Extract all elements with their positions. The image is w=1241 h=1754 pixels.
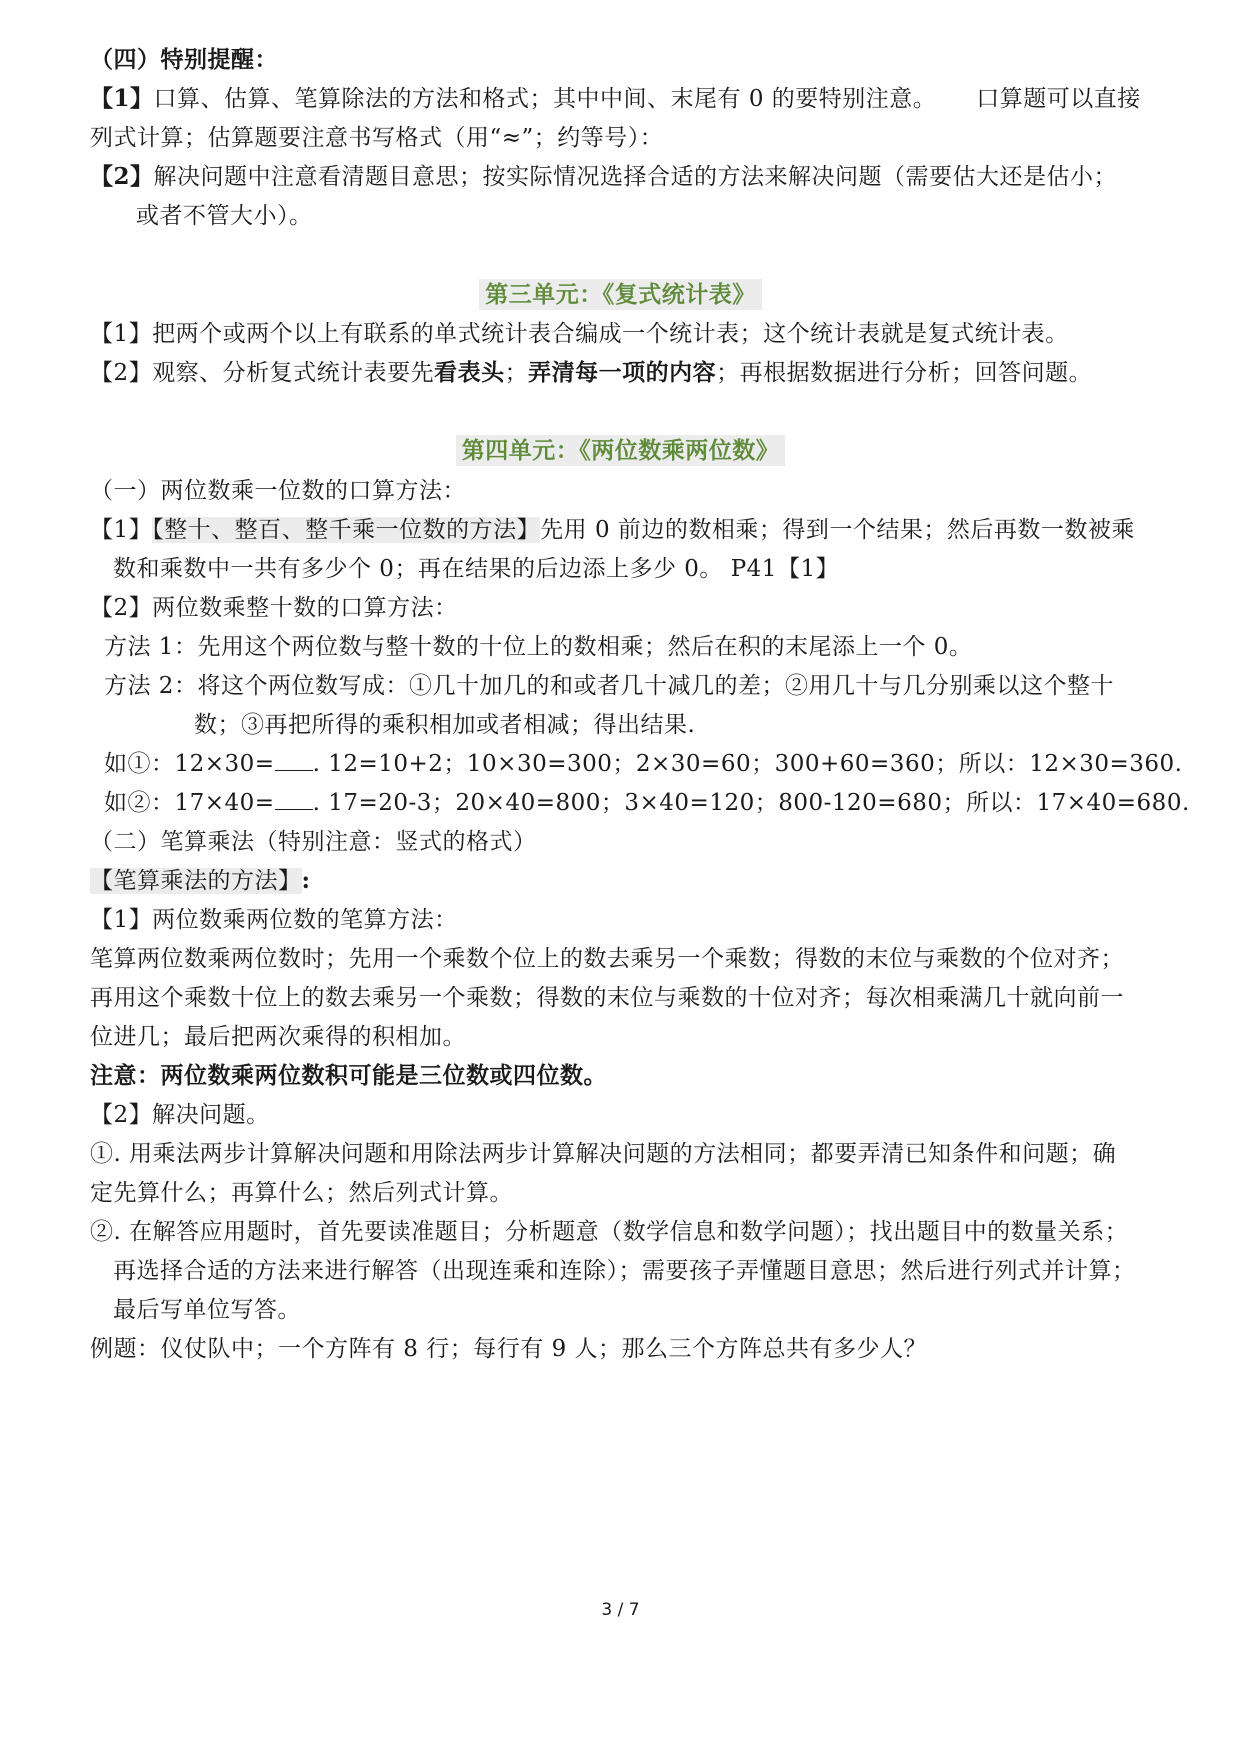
mental-method-2: 【2】两位数乘整十数的口算方法： (90, 595, 458, 621)
written-item-1-line1: 笔算两位数乘两位数时；先用一个乘数个位上的数去乘另一个乘数；得数的末位与乘数的个位对齐； (90, 946, 1124, 972)
problem-point-1-line2: 定先算什么；再算什么；然后列式计算。 (90, 1180, 513, 1206)
section-title-reminder: （四）特别提醒： (90, 46, 278, 73)
written-method-title (90, 866, 1180, 896)
method-2: 方法 2：将这个两位数写成：①几十加几的和或者几十减几的差；②用几十与几分别乘以这个整十 (104, 673, 1114, 699)
item-text-cont: 口算题可以直接 (976, 86, 1141, 112)
mental-method-1-line2: 数和乘数中一共有多少个 0；再在结果的后边添上多少 0。 P41【1】 (113, 556, 840, 582)
highlighted-title: 【整十、整百、整千乘一位数的方法】 (152, 517, 541, 543)
problem-point-2-line3: 最后写单位写答。 (113, 1297, 301, 1323)
item-text: 先用 0 前边的数相乘；得到一个结果；然后再数一数被乘 (540, 517, 1135, 543)
reminder-item-1 (90, 84, 1180, 114)
unit3-item-1: 【1】把两个或两个以上有联系的单式统计表合编成一个统计表；这个统计表就是复式统计表。 (90, 321, 1069, 347)
note: 注意：两位数乘两位数积可能是三位数或四位数。 (90, 1062, 607, 1089)
text: 【2】观察、分析复式统计表要先 (90, 360, 435, 386)
item-label: 【2】 (90, 163, 154, 190)
unit4-section-1: （一）两位数乘一位数的口算方法： (90, 478, 466, 504)
emphasis-header: 看表头 (434, 359, 505, 386)
item-label: 【1】 (90, 85, 154, 112)
item-text: 口算、估算、笔算除法的方法和格式；其中中间、末尾有 0 的要特别注意。 (153, 86, 937, 112)
item-text: 解决问题中注意看清题目意思；按实际情况选择合适的方法来解决问题（需要估大还是估小； (153, 164, 1118, 190)
answer-blank (275, 789, 313, 810)
answer-blank (275, 750, 313, 771)
unit3-heading-wrap (0, 280, 1241, 310)
text: ； (504, 360, 529, 386)
unit4-heading-wrap (0, 436, 1241, 466)
example-expr: 如①：12×30= (104, 751, 275, 777)
example-problem: 例题：仪仗队中；一个方阵有 8 行；每行有 9 人；那么三个方阵总共有多少人？ (90, 1336, 928, 1362)
written-item-1-line2: 再用这个乘数十位上的数去乘另一个乘数；得数的末位与乘数的十位对齐；每次相乘满几十就向前一 (90, 985, 1124, 1011)
problem-point-2: ②. 在解答应用题时，首先要读准题目；分析题意（数学信息和数学问题）；找出题目中的数量关系； (90, 1219, 1129, 1245)
page-number: 3 / 7 (601, 1600, 640, 1620)
problem-point-1: ①. 用乘法两步计算解决问题和用除法两步计算解决问题的方法相同；都要弄清已知条件和问题；确 (90, 1141, 1117, 1167)
example-expr: 如②：17×40= (104, 790, 275, 816)
text: ；再根据数据进行分析；回答问题。 (716, 360, 1093, 386)
colon: : (301, 867, 311, 894)
written-item-1: 【1】两位数乘两位数的笔算方法： (90, 907, 458, 933)
item-label: 【1】 (90, 517, 153, 543)
example-2 (104, 788, 1194, 818)
method-1: 方法 1：先用这个两位数与整十数的十位上的数相乘；然后在积的末尾添上一个 0。 (104, 634, 973, 660)
problem-point-2-line2: 再选择合适的方法来进行解答（出现连乘和连除）；需要孩子弄懂题目意思；然后进行列式并计算； (113, 1258, 1136, 1284)
reminder-item-2-line2: 或者不管大小）。 (136, 203, 313, 229)
written-item-2: 【2】解决问题。 (90, 1102, 270, 1128)
written-item-1-line3: 位进几；最后把两次乘得的积相加。 (90, 1024, 466, 1050)
reminder-item-2 (90, 162, 1180, 192)
emphasis-content: 弄清每一项的内容 (528, 359, 717, 386)
unit3-heading: 第三单元：《复式统计表》 (479, 279, 762, 310)
highlighted-title: 【笔算乘法的方法】 (90, 868, 302, 894)
reminder-item-1-line2: 列式计算；估算题要注意书写格式（用“≈”；约等号）： (90, 125, 664, 151)
unit4-section-2: （二）笔算乘法（特别注意：竖式的格式） (90, 829, 537, 855)
example-1 (104, 749, 1194, 779)
method-2-line2: 数；③再把所得的乘积相加或者相减；得出结果. (194, 712, 696, 738)
unit4-heading: 第四单元：《两位数乘两位数》 (456, 435, 786, 466)
unit3-item-2 (90, 358, 1180, 388)
example-steps: . 12=10+2；10×30=300；2×30=60；300+60=360；所以：12×30=360. (312, 751, 1183, 777)
example-steps: . 17=20-3；20×40=800；3×40=120；800-120=680；所以：17×40=680. (312, 790, 1190, 816)
mental-method-1 (90, 515, 1180, 545)
